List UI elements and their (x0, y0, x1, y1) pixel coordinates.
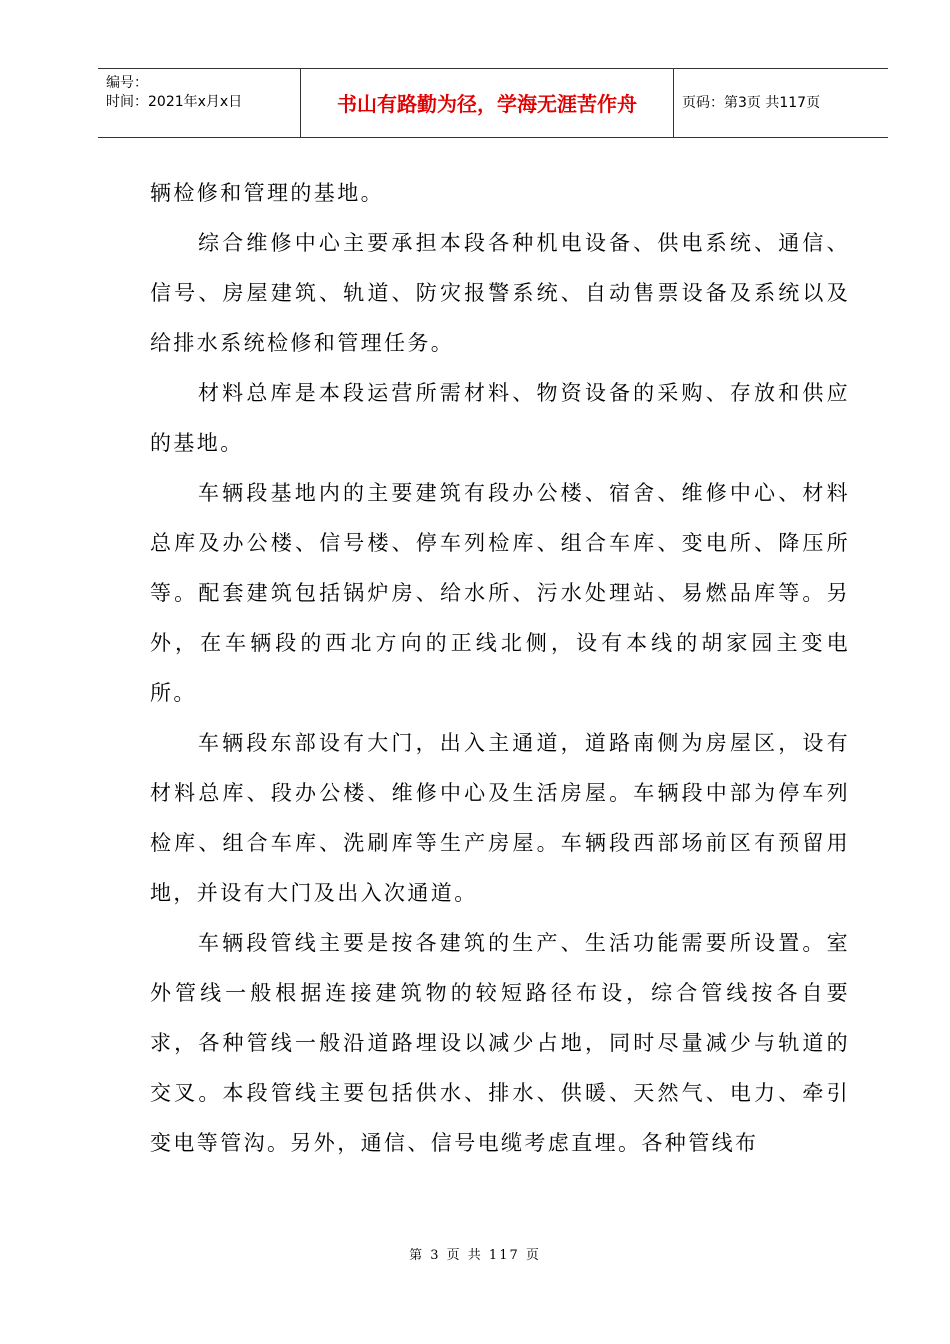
paragraph-maintenance-center: 综合维修中心主要承担本段各种机电设备、供电系统、通信、信号、房屋建筑、轨道、防灾报警系统、自动售票设备及系统以及给排水系统检修和管理任务。 (150, 231, 850, 355)
paragraph-layout: 车辆段东部设有大门，出入主通道，道路南侧为房屋区，设有材料总库、段办公楼、维修中心及生活房屋。车辆段中部为停车列检库、组合车库、洗刷库等生产房屋。车辆段西部场前区有预留用地，并设有大门及出入次通道。 (150, 731, 850, 905)
header-motto-cell (301, 69, 674, 137)
page-header (98, 68, 888, 138)
page-footer: 第 3 页 共 117 页 (409, 1248, 541, 1263)
header-page-cell (674, 69, 888, 137)
time-label: 时间：2021年x月x日 (106, 94, 243, 110)
paragraph-pipelines: 车辆段管线主要是按各建筑的生产、生活功能需要所设置。室外管线一般根据连接建筑物的较短路径布设，综合管线按各自要求，各种管线一般沿道路埋设以减少占地，同时尽量减少与轨道的交叉。本段管线主要包括供水、排水、供暖、天然气、电力、牵引变电等管沟。另外，通信、信号电缆考虑直埋。各种管线布 (150, 931, 850, 1155)
header-page-info: 页码：第3页 共117页 (682, 95, 821, 111)
paragraph-main-buildings: 车辆段基地内的主要建筑有段办公楼、宿舍、维修中心、材料总库及办公楼、信号楼、停车列检库、组合车库、变电所、降压所等。配套建筑包括锅炉房、给水所、污水处理站、易燃品库等。另外，在车辆段的西北方向的正线北侧，设有本线的胡家园主变电所。 (150, 481, 850, 705)
document-body (150, 168, 850, 1168)
paragraph-continuation: 辆检修和管理的基地。 (150, 181, 384, 205)
header-meta-cell (98, 69, 301, 137)
paragraph-material-warehouse: 材料总库是本段运营所需材料、物资设备的采购、存放和供应的基地。 (150, 381, 850, 455)
serial-label: 编号： (106, 75, 148, 91)
header-motto: 书山有路勤为径，学海无涯苦作舟 (337, 92, 637, 116)
